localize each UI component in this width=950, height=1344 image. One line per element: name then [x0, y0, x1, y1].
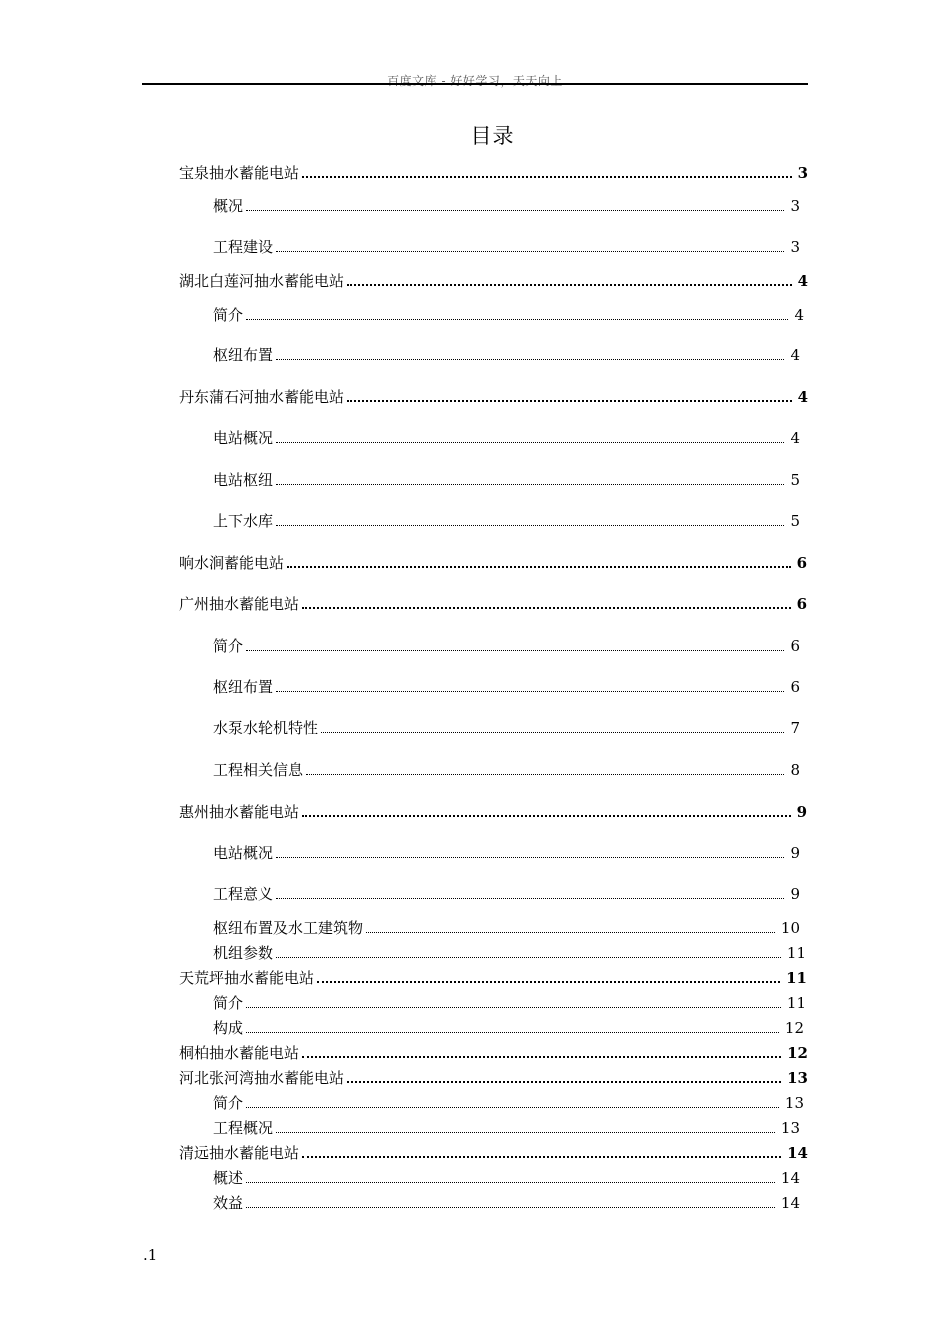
dot-leader — [347, 400, 792, 402]
toc-entry-section[interactable] — [213, 678, 800, 696]
toc-entry-label: 宝泉抽水蓄能电站 — [179, 164, 300, 182]
toc-entry-page-number: 10 — [780, 919, 800, 937]
toc-entry-label: 上下水库 — [213, 512, 274, 530]
page-header: 百度文库 - 好好学习，天天向上 — [387, 74, 563, 88]
toc-entry-section[interactable] — [213, 994, 806, 1012]
dot-leader — [302, 1156, 781, 1158]
toc-entry-section[interactable] — [213, 197, 800, 215]
dot-leader — [321, 732, 784, 733]
toc-entry-label: 效益 — [213, 1194, 244, 1212]
header-divider — [142, 83, 808, 85]
dot-leader — [276, 359, 784, 360]
toc-entry-label: 机组参数 — [213, 944, 274, 962]
toc-entry-page-number: 4 — [790, 346, 800, 364]
toc-entry-section[interactable] — [213, 429, 800, 447]
toc-entry-page-number: 13 — [780, 1119, 800, 1137]
toc-entry-chapter[interactable] — [179, 803, 807, 821]
dot-leader — [246, 1107, 779, 1108]
toc-entry-label: 河北张河湾抽水蓄能电站 — [179, 1069, 345, 1087]
toc-entry-page-number: 11 — [786, 944, 806, 962]
toc-entry-label: 枢纽布置 — [213, 678, 274, 696]
footer-page-number: .1 — [143, 1246, 158, 1264]
dot-leader — [246, 1032, 779, 1033]
toc-entry-label: 惠州抽水蓄能电站 — [179, 803, 300, 821]
toc-entry-label: 电站概况 — [213, 429, 274, 447]
toc-entry-page-number: 12 — [784, 1019, 804, 1037]
dot-leader — [306, 774, 784, 775]
toc-entry-page-number: 3 — [797, 164, 808, 182]
toc-entry-section[interactable] — [213, 512, 800, 530]
dot-leader — [287, 566, 791, 568]
toc-entry-label: 工程建设 — [213, 238, 274, 256]
toc-entry-section[interactable] — [213, 1019, 804, 1037]
toc-entry-section[interactable] — [213, 637, 800, 655]
toc-entry-label: 简介 — [213, 637, 244, 655]
dot-leader — [276, 484, 784, 485]
toc-entry-chapter[interactable] — [179, 595, 807, 613]
toc-entry-section[interactable] — [213, 1169, 800, 1187]
toc-entry-label: 水泵水轮机特性 — [213, 719, 319, 737]
toc-entry-section[interactable] — [213, 306, 804, 324]
dot-leader — [276, 442, 784, 443]
toc-entry-page-number: 11 — [786, 994, 806, 1012]
toc-entry-page-number: 12 — [787, 1044, 808, 1062]
dot-leader — [246, 650, 784, 651]
dot-leader — [302, 1056, 781, 1058]
toc-entry-label: 湖北白莲河抽水蓄能电站 — [179, 272, 345, 290]
dot-leader — [276, 898, 784, 899]
toc-entry-page-number: 6 — [790, 637, 800, 655]
toc-entry-label: 丹东蒲石河抽水蓄能电站 — [179, 388, 345, 406]
toc-entry-page-number: 13 — [787, 1069, 808, 1087]
toc-entry-page-number: 4 — [797, 388, 808, 406]
toc-entry-page-number: 14 — [780, 1194, 800, 1212]
toc-entry-label: 桐柏抽水蓄能电站 — [179, 1044, 300, 1062]
toc-entry-section[interactable] — [213, 238, 800, 256]
toc-entry-chapter[interactable] — [179, 554, 807, 572]
toc-entry-page-number: 14 — [787, 1144, 808, 1162]
toc-entry-page-number: 11 — [786, 969, 807, 987]
toc-entry-label: 概述 — [213, 1169, 244, 1187]
toc-entry-section[interactable] — [213, 844, 800, 862]
toc-entry-chapter[interactable] — [179, 388, 808, 406]
toc-entry-page-number: 5 — [790, 471, 800, 489]
toc-entry-page-number: 7 — [790, 719, 800, 737]
toc-entry-section[interactable] — [213, 944, 806, 962]
toc-entry-label: 构成 — [213, 1019, 244, 1037]
toc-entry-section[interactable] — [213, 919, 800, 937]
toc-entry-page-number: 6 — [796, 595, 807, 613]
toc-entry-page-number: 9 — [790, 885, 800, 903]
toc-entry-chapter[interactable] — [179, 164, 808, 182]
toc-entry-section[interactable] — [213, 471, 800, 489]
toc-entry-section[interactable] — [213, 761, 800, 779]
toc-entry-chapter[interactable] — [179, 1069, 808, 1087]
toc-entry-page-number: 5 — [790, 512, 800, 530]
toc-entry-page-number: 4 — [797, 272, 808, 290]
toc-entry-chapter[interactable] — [179, 1044, 808, 1062]
toc-entry-label: 工程相关信息 — [213, 761, 304, 779]
dot-leader — [246, 210, 784, 211]
dot-leader — [246, 1182, 775, 1183]
toc-entry-page-number: 9 — [796, 803, 807, 821]
toc-entry-label: 工程概况 — [213, 1119, 274, 1137]
dot-leader — [276, 857, 784, 858]
toc-entry-section[interactable] — [213, 1119, 800, 1137]
dot-leader — [276, 691, 784, 692]
toc-entry-label: 简介 — [213, 1094, 244, 1112]
dot-leader — [302, 176, 792, 178]
toc-entry-page-number: 4 — [794, 306, 804, 324]
toc-entry-label: 简介 — [213, 994, 244, 1012]
toc-entry-chapter[interactable] — [179, 1144, 808, 1162]
toc-entry-page-number: 3 — [790, 197, 800, 215]
toc-entry-chapter[interactable] — [179, 272, 808, 290]
toc-entry-label: 天荒坪抽水蓄能电站 — [179, 969, 315, 987]
toc-entry-section[interactable] — [213, 1194, 800, 1212]
toc-entry-section[interactable] — [213, 885, 800, 903]
toc-entry-label: 工程意义 — [213, 885, 274, 903]
toc-entry-section[interactable] — [213, 346, 800, 364]
toc-entry-label: 概况 — [213, 197, 244, 215]
dot-leader — [276, 525, 784, 526]
toc-entry-label: 电站枢纽 — [213, 471, 274, 489]
toc-entry-label: 简介 — [213, 306, 244, 324]
toc-entry-page-number: 3 — [790, 238, 800, 256]
toc-entry-page-number: 9 — [790, 844, 800, 862]
toc-entry-page-number: 6 — [790, 678, 800, 696]
dot-leader — [347, 284, 792, 286]
toc-entry-label: 响水涧蓄能电站 — [179, 554, 285, 572]
toc-entry-chapter[interactable] — [179, 969, 807, 987]
toc-entry-label: 广州抽水蓄能电站 — [179, 595, 300, 613]
toc-entry-label: 清远抽水蓄能电站 — [179, 1144, 300, 1162]
toc-entry-label: 电站概况 — [213, 844, 274, 862]
toc-entry-page-number: 13 — [784, 1094, 804, 1112]
dot-leader — [276, 251, 784, 252]
dot-leader — [366, 932, 775, 933]
toc-entry-label: 枢纽布置 — [213, 346, 274, 364]
dot-leader — [302, 607, 791, 609]
toc-entry-page-number: 14 — [780, 1169, 800, 1187]
dot-leader — [347, 1081, 781, 1083]
dot-leader — [276, 1132, 775, 1133]
toc-entry-section[interactable] — [213, 719, 800, 737]
toc-entry-label: 枢纽布置及水工建筑物 — [213, 919, 364, 937]
dot-leader — [302, 815, 791, 817]
toc-entry-page-number: 4 — [790, 429, 800, 447]
document-title: 目录 — [470, 124, 515, 148]
dot-leader — [246, 1007, 781, 1008]
dot-leader — [276, 957, 781, 958]
dot-leader — [246, 319, 788, 320]
toc-entry-page-number: 6 — [796, 554, 807, 572]
dot-leader — [317, 981, 780, 983]
toc-entry-section[interactable] — [213, 1094, 804, 1112]
toc-entry-page-number: 8 — [790, 761, 800, 779]
dot-leader — [246, 1207, 775, 1208]
